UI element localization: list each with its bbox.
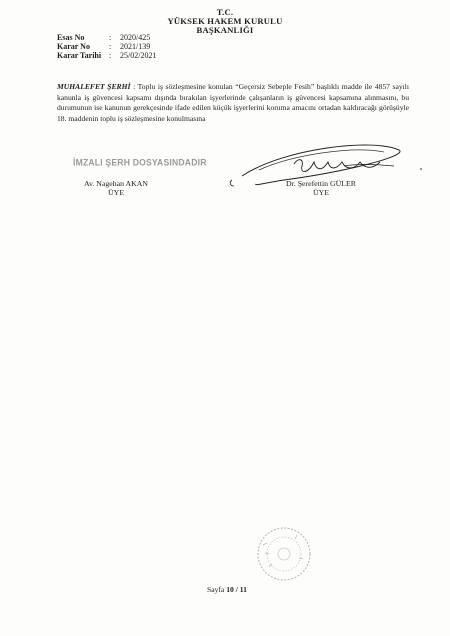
decision-number-row	[57, 42, 156, 51]
signed-dissent-stamp: İMZALI ŞERH DOSYASINDADIR	[73, 156, 207, 168]
colon: :	[109, 42, 112, 52]
signatory-left-name: Av. Nagehan AKAN	[83, 179, 149, 188]
case-metadata	[57, 33, 156, 61]
decision-number-label: Karar No	[57, 42, 90, 52]
dissent-paragraph	[57, 82, 409, 124]
header-line-presidency: BAŞKANLIĞI	[196, 25, 254, 35]
case-number-row	[57, 33, 156, 42]
page-number-prefix: Sayfa	[207, 585, 225, 594]
dissent-label: MUHALEFET ŞERHİ	[57, 82, 131, 91]
case-number-value: 2020/425	[120, 33, 151, 42]
colon: :	[109, 33, 112, 42]
signatory-left-title: ÜYE	[107, 188, 125, 198]
case-number-label: Esas No	[57, 33, 85, 42]
page-number-value: 10 / 11	[226, 585, 247, 594]
document-header	[0, 8, 450, 35]
signatory-right-title: ÜYE	[312, 188, 330, 198]
colon: :	[109, 51, 112, 61]
decision-date-row	[57, 51, 156, 60]
header-line-court: YÜKSEK HAKEM KURULU	[167, 16, 283, 26]
decision-date-label: Karar Tarihi	[57, 51, 102, 61]
dissent-text: : Toplu iş sözleşmesine konulan “Geçersiz Sebeple Fesih” başlıklı madde ile 4857 sayılı kanunla iş güvencesi kapsamı dışında bırakılan işyerlerinde çalışanların iş güvencesi kapsamına alınmasını, bu durumunun ise kanunun gerekçesinde ifade edilen küçük işyerlerini koruma amacını ortadan kaldıracağı görüşüyle 18. maddenin toplu iş sözleşmesine konulmasına	[57, 82, 409, 123]
page-number	[207, 585, 247, 594]
signatory-right-name: Dr. Şerefettin GÜLER	[286, 179, 356, 188]
decision-number-value: 2021/139	[120, 42, 151, 52]
signatory-right	[273, 179, 369, 198]
ink-dot	[420, 168, 422, 170]
signatory-left	[68, 179, 164, 198]
header-line-tc: T.C.	[216, 7, 234, 17]
decision-date-value: 25/02/2021	[120, 51, 157, 61]
official-seal	[253, 523, 315, 585]
